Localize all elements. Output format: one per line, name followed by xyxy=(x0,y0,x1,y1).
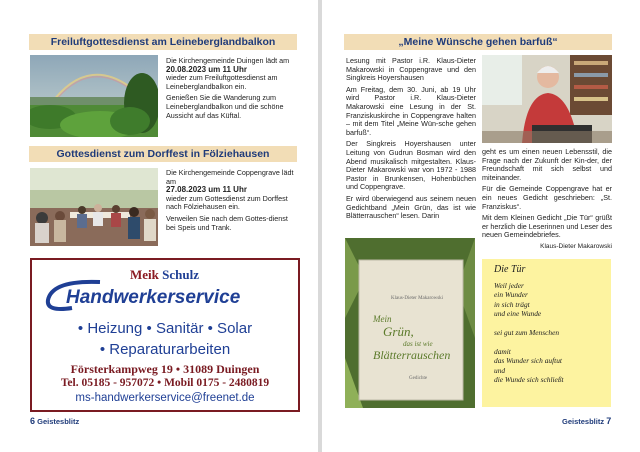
right-footer-label: Geistesblitz xyxy=(562,417,605,426)
ad-services-line2: • Reparaturarbeiten xyxy=(99,341,231,358)
poem-line: in sich trägt xyxy=(494,299,530,309)
book-title-line2: Grün, xyxy=(383,324,414,339)
book-title-line1: Mein xyxy=(373,314,392,324)
reading-heading: „Meine Wünsche gehen barfuß“ xyxy=(344,34,612,50)
poem-line: das Wunder sich auftut xyxy=(494,356,562,366)
poem-line xyxy=(494,337,564,346)
ad-title: Handwerkerservice xyxy=(66,287,241,308)
book-title xyxy=(373,314,450,363)
ad-owner-last: Schulz xyxy=(162,267,199,282)
right-page-number: 7 xyxy=(606,416,612,426)
section1-date: 20.08.2023 um 11 Uhr xyxy=(166,64,247,74)
left-footer-label: Geistesblitz xyxy=(37,417,80,426)
ad-phone: Tel. 05185 - 957072 • Mobil 0175 - 2480819 xyxy=(60,377,270,389)
ad-services-line1: • Heizung • Sanitär • Solar xyxy=(77,320,253,337)
poem-line: sei gut zum Menschen xyxy=(494,327,560,337)
col1-paragraph: Lesung mit Pastor i.R. Klaus-Dieter Makarowski in Coppengrave und den Singkreis Hoyershausen xyxy=(346,56,476,83)
left-footer xyxy=(30,416,79,426)
section2-intro: Die Kirchengemeinde Coppengrave lädt am xyxy=(166,168,294,186)
handwerkerservice-ad xyxy=(30,258,300,412)
col2-paragraph: Für die Gemeinde Coppengrave hat er ein neues Gedicht geschrieben: „St. Franziskus“. xyxy=(482,184,612,211)
section1-text2: Genießen Sie die Wanderung zum Leineberglandbalkon und die schöne Aussicht auf das Küftal. xyxy=(166,93,284,120)
col1-paragraph: Er wird überwiegend aus seinem neuen Gedichtband „Mein Grün, das ist wie Blätterrauschen“ lesen. Darin xyxy=(346,193,476,221)
poem-line: Weil jeder xyxy=(494,281,524,290)
section1-intro: Die Kirchengemeinde Duingen lädt am xyxy=(166,56,290,65)
author-signature: Klaus-Dieter Makarowski xyxy=(540,242,612,250)
poem-line: damit xyxy=(494,346,511,356)
col2-paragraph: Mit dem Kleinen Gedicht „Die Tür“ grüßt er herzlich die Leserinnen und Leser des neuen Gemeindebriefes. xyxy=(482,213,612,240)
book-title-line4: Blätterrauschen xyxy=(373,348,451,362)
section1-text1: wieder zum Freiluftgottesdienst am Leineberglandbalkon ein. xyxy=(166,73,278,91)
poem-line xyxy=(494,319,564,328)
poem-line: und eine Wunde xyxy=(494,309,542,319)
poem-lines xyxy=(494,281,564,384)
poem-title: Die Tür xyxy=(494,264,526,275)
festival-photo xyxy=(30,168,158,246)
book-cover-photo xyxy=(345,238,475,408)
ad-owner-name xyxy=(130,267,199,283)
right-footer xyxy=(562,416,611,426)
reading-column1 xyxy=(346,57,476,224)
book-title-line3: das ist wie xyxy=(403,340,433,348)
section2-text xyxy=(166,169,296,235)
poem-box xyxy=(482,259,611,407)
section2-heading: Gottesdienst zum Dorffest in Fölziehausen xyxy=(29,146,297,162)
ad-email: ms-handwerkerservice@freenet.de xyxy=(75,392,255,404)
reading-column2 xyxy=(482,148,612,255)
book-author: Klaus-Dieter Makarowski xyxy=(391,296,444,301)
poem-line: ein Wunder xyxy=(494,290,528,300)
poem-line: die Wunde sich schließt xyxy=(494,374,564,384)
section2-date: 27.08.2023 um 11 Uhr xyxy=(166,185,247,195)
section1-text xyxy=(166,57,296,123)
section2-text1: wieder zum Gottesdienst zum Dorffest nach Fölziehausen ein. xyxy=(166,193,288,212)
left-page-number: 6 xyxy=(30,416,36,426)
ad-address: Försterkampweg 19 • 31089 Duingen xyxy=(70,362,260,376)
col1-paragraph: Der Singkreis Hoyershausen unter Leitung von Gudrun Bosman wird den Abend musikalisch mitgestalten. Klaus-Dieter Makarowski war von 1972 - 1988 Pastor in Brunkensen, Hohenbüchen und Coppengrave. xyxy=(346,139,476,192)
poem-line: und xyxy=(494,365,506,375)
section1-heading: Freiluftgottesdienst am Leineberglandbalkon xyxy=(29,34,297,50)
book-subtitle: Gedichte xyxy=(409,376,428,381)
section2-text2: Verweilen Sie nach dem Gottes-dienst bei Speis und Trank. xyxy=(166,213,288,232)
ad-owner-first: Meik xyxy=(130,267,159,282)
author-portrait-photo xyxy=(482,55,612,143)
left-page xyxy=(0,0,318,452)
col2-paragraph: geht es um einen neuen Lebensstil, die Frage nach der Zukunft der Kin-der, der Freundschaft mit sich selbst und miteinander. xyxy=(482,147,612,182)
landscape-photo xyxy=(30,55,158,137)
col1-paragraph: Am Freitag, dem 30. Juni, ab 19 Uhr wird Pastor i.R. Klaus-Dieter Makarowski eine Lesung in der St. Franziskuskirche in Coppengrave halten – mit dem Titel „Meine Wün-sche gehen barfuß“. xyxy=(346,84,476,137)
